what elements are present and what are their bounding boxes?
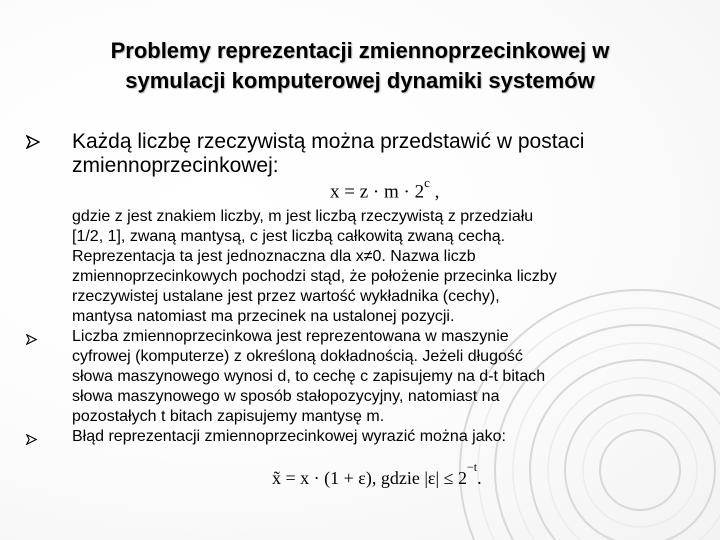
formula-2-abs: |ε| ≤ 2 [424,468,467,488]
title-line-2: symulacji komputerowej dynamiki systemów [125,68,595,93]
formula-2-tail: . [477,468,482,488]
bullet-3-line-1: Błąd reprezentacji zmiennoprzecinkowej wyrazić można jako: [72,428,506,445]
paragraph-line-4: zmiennoprzecinkowych pochodzi stąd, że położenie przecinka liczby [72,268,557,285]
paragraph-line-3: Reprezentacja ta jest jednoznaczna dla x≠0. Nazwa liczb [72,248,476,265]
formula-2-middle: , gdzie [371,468,420,488]
bullet-1-text [72,130,692,178]
bullet-2-line-4: słowa maszynowego w sposób stałopozycyjny, natomiast na [72,388,500,405]
formula-1-tail: , [429,181,440,203]
paragraph-line-6: mantysa natomiast ma przecinek na ustalonej pozycji. [72,308,455,325]
arrowhead-bullet-icon [26,135,40,149]
formula-1-exponent: c [424,175,430,190]
title-line-1: Problemy reprezentacji zmiennoprzecinkowej w [110,38,610,63]
formula-1-lhs: x = z · m · 2 [330,181,425,203]
formula-floating-point [330,175,440,203]
bullet-2-line-3: słowa maszynowego wynosi d, to cechę c zapisujemy na d-t bitach [72,368,546,385]
explanation-block [72,207,672,447]
formula-representation-error [272,460,482,489]
bullet-2-line-5: pozostałych t bitach zapisujemy mantysę m. [72,408,385,425]
paragraph-line-2: [1/2, 1], zwaną mantysą, c jest liczbą całkowitą zwaną cechą. [72,228,506,245]
bullet-2-line-1: Liczba zmiennoprzecinkowa jest reprezentowana w maszynie [72,328,509,345]
slide-title [0,36,720,96]
arrowhead-bullet-icon [26,434,37,445]
formula-2-lhs: x̃ = x · (1 + ε) [272,468,372,488]
bullet-2-line-2: cyfrowej (komputerze) z określoną dokładnością. Jeżeli długość [72,348,523,365]
paragraph-line-1: gdzie z jest znakiem liczby, m jest liczbą rzeczywistą z przedziału [72,208,534,225]
formula-2-exponent: −t [466,460,478,474]
paragraph-line-5: rzeczywistej ustalane jest przez wartość wykładnika (cechy), [72,288,500,305]
bullet-1-line-2: zmiennoprzecinkowej: [72,154,279,177]
bullet-1-line-1: Każdą liczbę rzeczywistą można przedstawić w postaci [72,130,585,153]
arrowhead-bullet-icon [26,334,37,345]
